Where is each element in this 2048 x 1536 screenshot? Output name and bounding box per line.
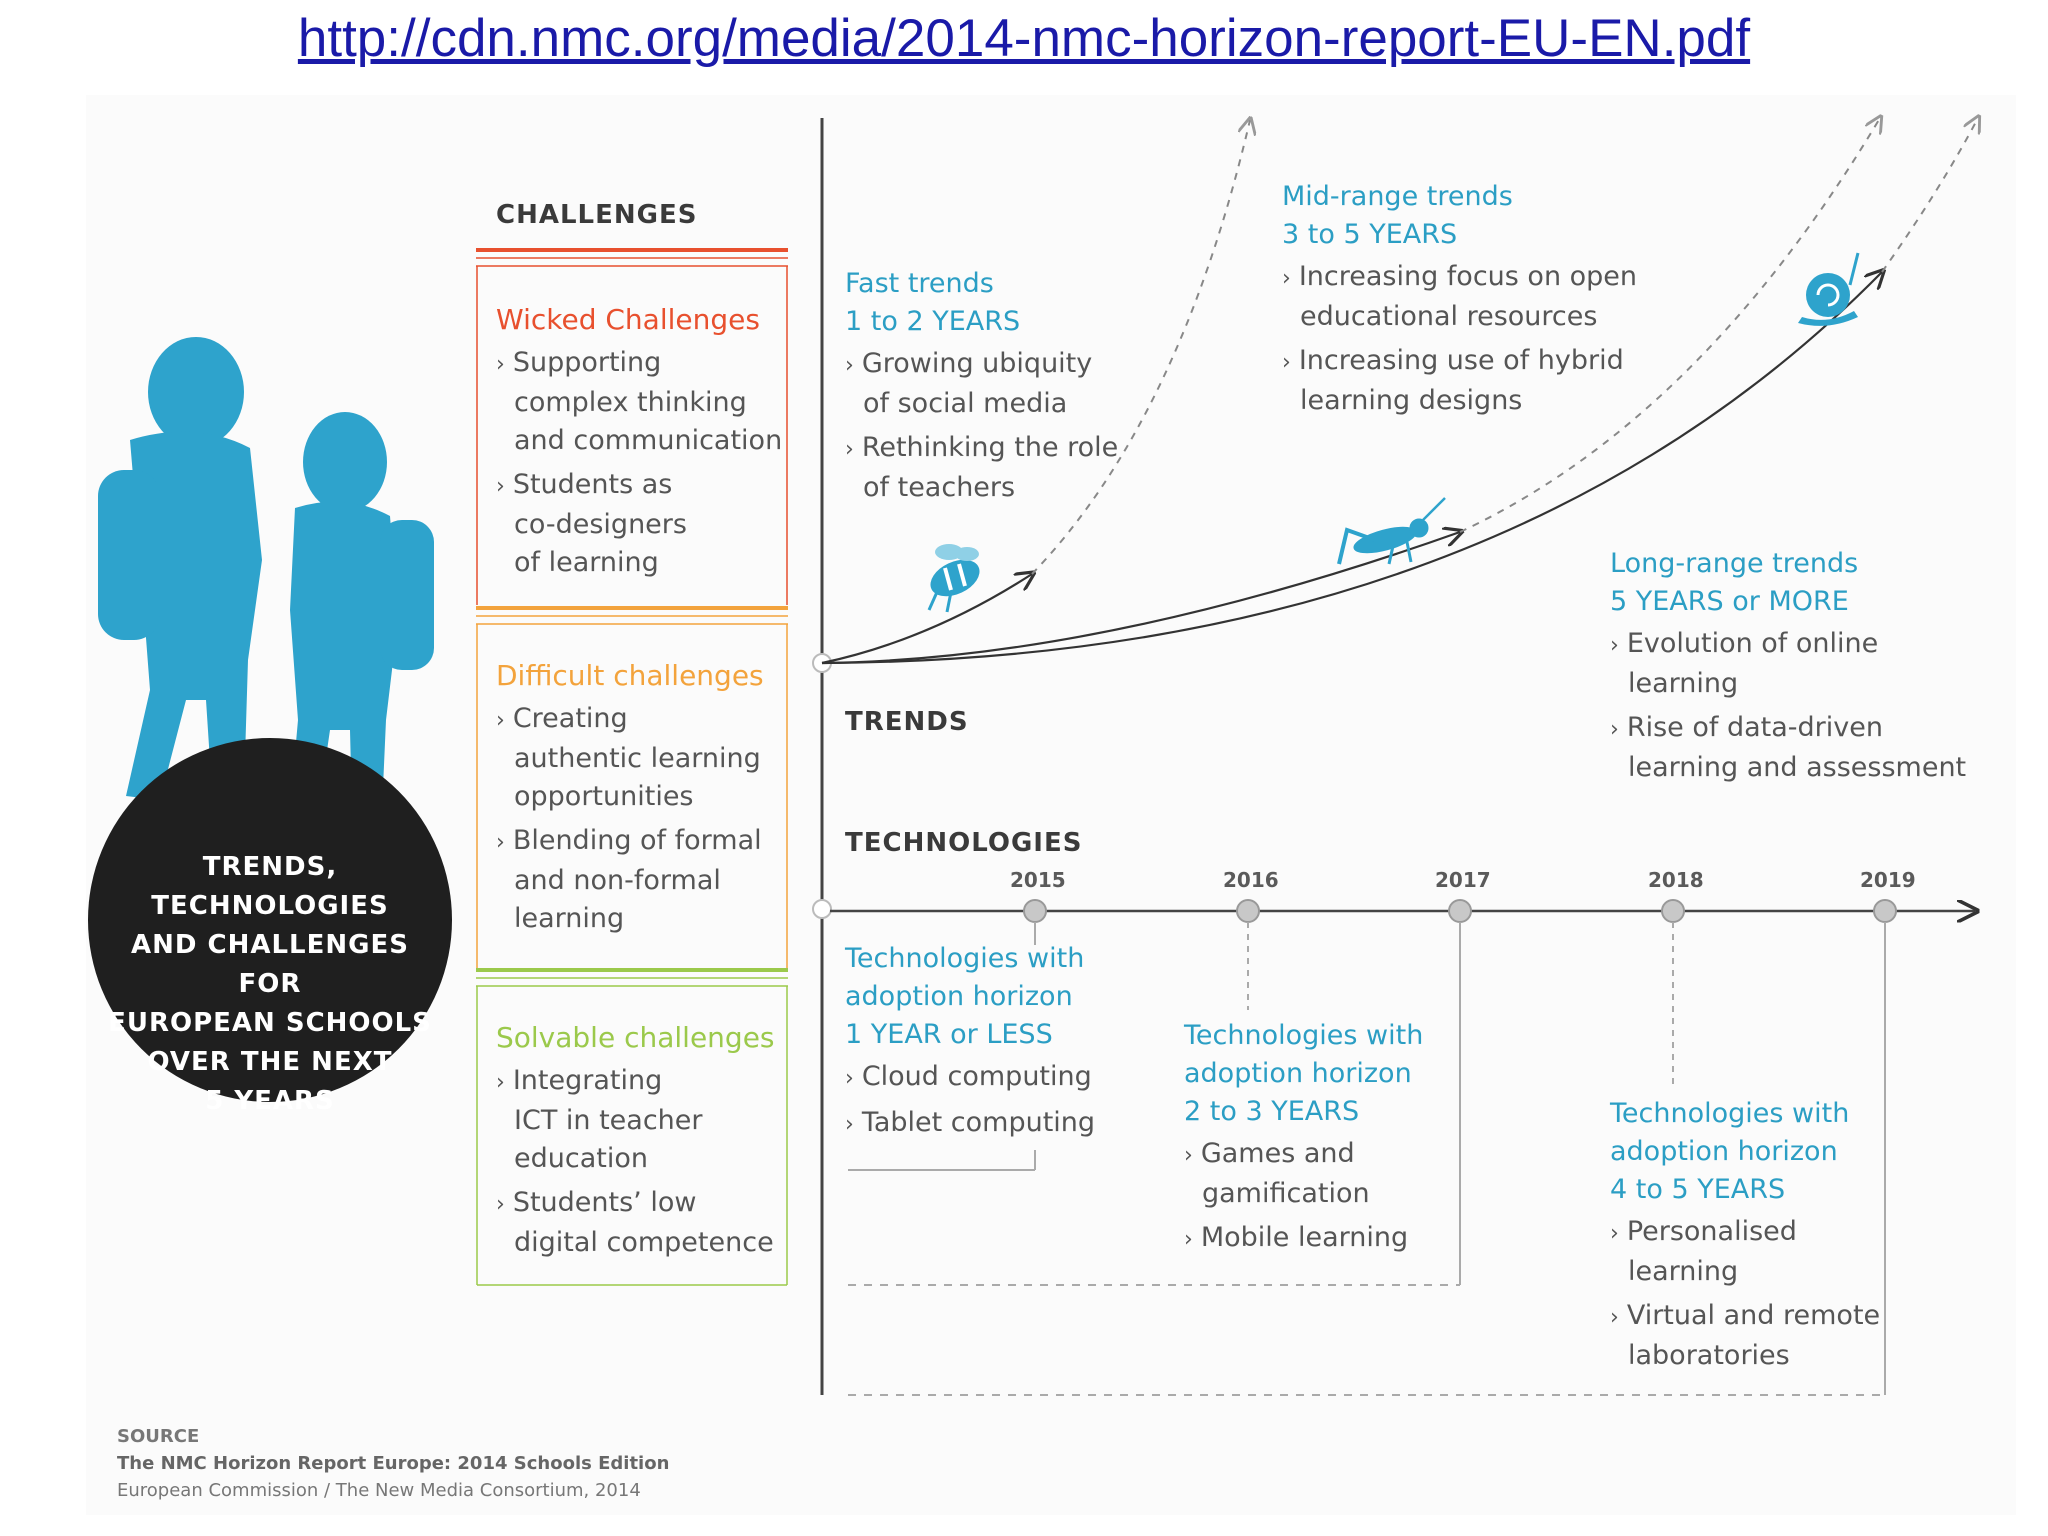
solvable-item-line: digital competence	[514, 1227, 774, 1258]
mid-tech-item-line: gamification	[1202, 1178, 1370, 1209]
near-horizon-title-line: Technologies with	[845, 943, 1085, 974]
long-trend-projection	[1882, 118, 1978, 272]
far-tech-item-line: Personalised	[1626, 1216, 1797, 1247]
bee-icon	[925, 544, 986, 612]
near-tech-item: › Cloud computing	[845, 1061, 1092, 1092]
difficult-item-line: opportunities	[514, 781, 694, 812]
fast-trend-item-line: of teachers	[863, 472, 1016, 503]
long-trend-item-line: Evolution of online	[1626, 628, 1879, 659]
difficult-item-line: learning	[514, 903, 625, 934]
far-tech-item: › Personalised learning	[1610, 1213, 1940, 1291]
year-label: 2019	[1860, 868, 1916, 892]
near-horizon-group	[845, 940, 1145, 1144]
mid-horizon-title-line: 2 to 3 YEARS	[1184, 1096, 1360, 1127]
long-trends-group	[1610, 545, 1990, 787]
near-horizon-title-line: adoption horizon	[845, 981, 1073, 1012]
technologies-heading: TECHNOLOGIES	[845, 828, 1083, 858]
trends-heading: TRENDS	[845, 707, 969, 737]
wicked-item-line: Students as	[512, 469, 673, 500]
solvable-item: › Integrating ICT in teacher education	[496, 1062, 786, 1178]
solvable-item-line: Students’ low	[512, 1187, 697, 1218]
mid-trends-title: Mid-range trends	[1282, 181, 1513, 212]
difficult-item: › Blending of formal and non-formal learning	[496, 822, 786, 938]
far-horizon-group	[1610, 1095, 1940, 1375]
near-horizon-title-line: 1 YEAR or LESS	[845, 1019, 1053, 1050]
wicked-item-line: of learning	[514, 547, 659, 578]
far-tech-item-line: Virtual and remote	[1626, 1300, 1881, 1331]
difficult-item-line: Creating	[512, 703, 628, 734]
fast-trend-item-line: Growing ubiquity	[861, 348, 1093, 379]
solvable-item-line: ICT in teacher	[514, 1105, 703, 1136]
solvable-challenges-group	[496, 1018, 786, 1262]
wicked-item: › Supporting complex thinking and communication	[496, 344, 786, 460]
wicked-item-line: co-designers	[514, 509, 687, 540]
mid-trends-span: 3 to 5 YEARS	[1282, 219, 1458, 250]
circle-title-line: OVER THE NEXT	[147, 1047, 393, 1077]
mid-horizon-group	[1184, 1017, 1484, 1259]
fast-trends-title: Fast trends	[845, 268, 994, 299]
wicked-challenges-title: Wicked Challenges	[496, 303, 760, 336]
wicked-item: › Students as co-designers of learning	[496, 466, 786, 582]
near-tech-item-line: Cloud computing	[861, 1061, 1092, 1092]
mid-trends-group	[1282, 178, 1662, 420]
far-horizon-title-line: 4 to 5 YEARS	[1610, 1174, 1786, 1205]
source-title: The NMC Horizon Report Europe: 2014 Schools Edition	[117, 1453, 670, 1474]
mid-trend-item-line: Increasing use of hybrid	[1298, 345, 1624, 376]
mid-tech-item-line: Mobile learning	[1200, 1222, 1409, 1253]
year-label: 2016	[1223, 868, 1279, 892]
long-trends-title: Long-range trends	[1610, 548, 1859, 579]
fast-trends-span: 1 to 2 YEARS	[845, 306, 1021, 337]
source-credit: European Commission / The New Media Consortium, 2014	[117, 1480, 641, 1501]
circle-title-line: AND CHALLENGES FOR	[131, 930, 409, 999]
near-tech-item: › Tablet computing	[845, 1107, 1096, 1138]
year-label: 2017	[1435, 868, 1491, 892]
difficult-item-line: and non-formal	[514, 865, 721, 896]
far-tech-item-line: learning	[1628, 1256, 1739, 1287]
wicked-item-line: and communication	[514, 425, 783, 456]
difficult-item-line: Blending of formal	[512, 825, 762, 856]
source-label: SOURCE	[117, 1426, 200, 1447]
mid-trend-item: › Increasing use of hybrid learning designs	[1282, 342, 1662, 420]
difficult-item-line: authentic learning	[514, 743, 761, 774]
difficult-challenges-group	[496, 656, 786, 938]
circle-title-line: 5 YEARS	[205, 1086, 335, 1116]
mid-tech-item: › Mobile learning	[1184, 1222, 1409, 1253]
grasshopper-icon	[1339, 498, 1445, 564]
challenges-heading: CHALLENGES	[496, 200, 698, 230]
solvable-item-line: education	[514, 1143, 648, 1174]
long-trend-item-line: Rise of data-driven	[1626, 712, 1883, 743]
mid-trend-item-line: Increasing focus on open	[1298, 261, 1638, 292]
snail-icon	[1798, 253, 1858, 326]
circle-title-line: TRENDS, TECHNOLOGIES	[151, 852, 389, 921]
fast-trends-group	[845, 265, 1145, 507]
long-trend-item-line: learning and assessment	[1628, 752, 1967, 783]
solvable-item-line: Integrating	[512, 1065, 663, 1096]
fast-trend-item: › Rethinking the role of teachers	[845, 429, 1145, 507]
wicked-challenges-group	[496, 300, 786, 582]
circle-title	[98, 848, 442, 1121]
difficult-item: › Creating authentic learning opportunities	[496, 700, 786, 816]
long-trend-item: › Rise of data-driven learning and assessment	[1610, 709, 1990, 787]
fast-trend-item-line: Rethinking the role	[861, 432, 1119, 463]
solvable-item: › Students’ low digital competence	[496, 1184, 786, 1262]
mid-tech-item: › Games and gamification	[1184, 1135, 1484, 1213]
wicked-item-line: complex thinking	[514, 387, 747, 418]
near-tech-item-line: Tablet computing	[861, 1107, 1096, 1138]
source-url-link[interactable]: http://cdn.nmc.org/media/2014-nmc-horizon-report-EU-EN.pdf	[297, 9, 1751, 68]
mid-horizon-title-line: Technologies with	[1184, 1020, 1424, 1051]
long-trends-span: 5 YEARS or MORE	[1610, 586, 1849, 617]
wicked-item-line: Supporting	[512, 347, 662, 378]
year-label: 2015	[1010, 868, 1066, 892]
technologies-origin-dot	[813, 900, 831, 918]
far-tech-item-line: laboratories	[1628, 1340, 1790, 1371]
far-tech-item: › Virtual and remote laboratories	[1610, 1297, 1940, 1375]
mid-trend-item-line: educational resources	[1300, 301, 1598, 332]
far-horizon-title-line: adoption horizon	[1610, 1136, 1838, 1167]
mid-trend-item-line: learning designs	[1300, 385, 1523, 416]
circle-title-line: EUROPEAN SCHOOLS	[108, 1008, 432, 1038]
mid-trend-item: › Increasing focus on open educational resources	[1282, 258, 1662, 336]
fast-trend-item-line: of social media	[863, 388, 1068, 419]
fast-trend-item: › Growing ubiquity of social media	[845, 345, 1145, 423]
long-trend-item-line: learning	[1628, 668, 1739, 699]
solvable-challenges-title: Solvable challenges	[496, 1021, 775, 1054]
mid-horizon-title-line: adoption horizon	[1184, 1058, 1412, 1089]
source-note	[117, 1423, 669, 1504]
long-trend-item: › Evolution of online learning	[1610, 625, 1990, 703]
year-label: 2018	[1648, 868, 1704, 892]
mid-tech-item-line: Games and	[1200, 1138, 1355, 1169]
difficult-challenges-title: Difficult challenges	[496, 659, 764, 692]
far-horizon-title-line: Technologies with	[1610, 1098, 1850, 1129]
